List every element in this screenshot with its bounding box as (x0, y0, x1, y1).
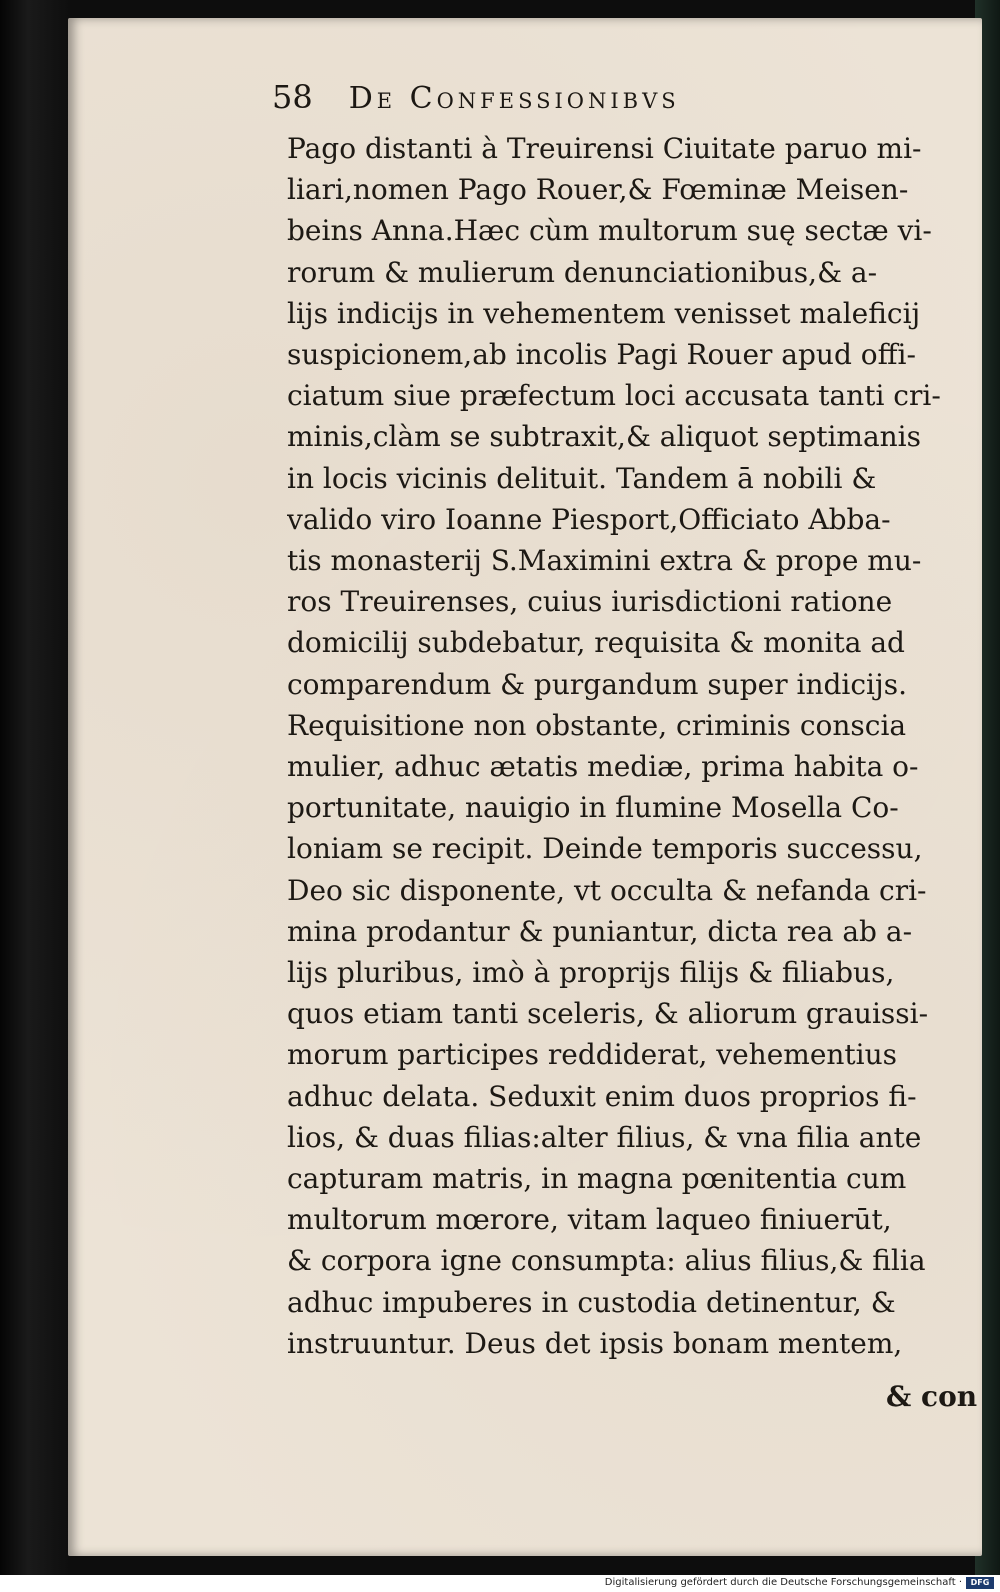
text-line: suspicionem,ab incolis Pagi Rouer apud offi- (287, 338, 916, 372)
text-line: liari,nomen Pago Rouer,& Fœminæ Meisen- (287, 173, 909, 207)
text-line: Deo sic disponente, vt occulta & nefanda cri- (287, 873, 927, 907)
text-line: tis monasterij S.Maximini extra & prope mu- (287, 544, 922, 578)
text-line: adhuc impuberes in custodia detinentur, & (287, 1285, 896, 1319)
text-line: valido viro Ioanne Piesport,Officiato Abba- (287, 502, 891, 536)
text-line: ciatum siue præfectum loci accusata tanti cri- (287, 379, 941, 413)
text-line: portunitate, nauigio in flumine Mosella Co- (287, 791, 899, 825)
dfg-logo: DFG (966, 1577, 994, 1589)
text-line: Requisitione non obstante, criminis conscia (287, 708, 907, 742)
text-line: lijs indicijs in vehementem venisset maleficij (287, 296, 921, 330)
text-line: comparendum & purgandum super indicijs. (287, 667, 907, 701)
text-line: minis,clàm se subtraxit,& aliquot septimanis (287, 420, 922, 454)
text-line: quos etiam tanti sceleris, & aliorum grauissi- (287, 997, 929, 1031)
text-line: domicilij subdebatur, requisita & monita ad (287, 626, 905, 660)
page-header (272, 78, 972, 122)
text-line: adhuc delata. Seduxit enim duos proprios fi- (287, 1079, 917, 1113)
text-line: instruuntur. Deus det ipsis bonam mentem, (287, 1326, 903, 1360)
text-line: mina prodantur & puniantur, dicta rea ab a- (287, 914, 913, 948)
page-number: 58 (272, 78, 313, 116)
text-line: loniam se recipit. Deinde temporis successu, (287, 832, 923, 866)
text-line: multorum mœrore, vitam laqueo finiuerūt, (287, 1203, 892, 1237)
text-line: Pago distanti à Treuirensi Ciuitate paruo mi- (287, 132, 922, 165)
text-line: rorum & mulierum denunciationibus,& a- (287, 255, 878, 289)
body-text (287, 128, 977, 1364)
text-line: morum participes reddiderat, vehementius (287, 1038, 898, 1072)
digitization-credit: Digitalisierung gefördert durch die Deutsche Forschungsgemeinschaft · (604, 1577, 962, 1588)
text-line: lijs pluribus, imò à proprijs filijs & filiabus, (287, 956, 895, 990)
text-line: ros Treuirenses, cuius iurisdictioni ratione (287, 585, 893, 619)
text-line: & corpora igne consumpta: alius filius,& filia (287, 1244, 926, 1278)
running-head: De Confessionibvs (348, 81, 680, 116)
text-line: lios, & duas filias:alter filius, & vna filia ante (287, 1120, 922, 1154)
text-line: mulier, adhuc ætatis mediæ, prima habita o- (287, 750, 919, 784)
text-line: beins Anna.Hæc cùm multorum suę sectæ vi- (287, 214, 932, 248)
book-binding-left (0, 0, 70, 1575)
text-line: in locis vicinis delituit. Tandem ā nobili & (287, 461, 877, 495)
text-line: capturam matris, in magna pœnitentia cum (287, 1162, 907, 1196)
catchword: & con (886, 1380, 978, 1413)
